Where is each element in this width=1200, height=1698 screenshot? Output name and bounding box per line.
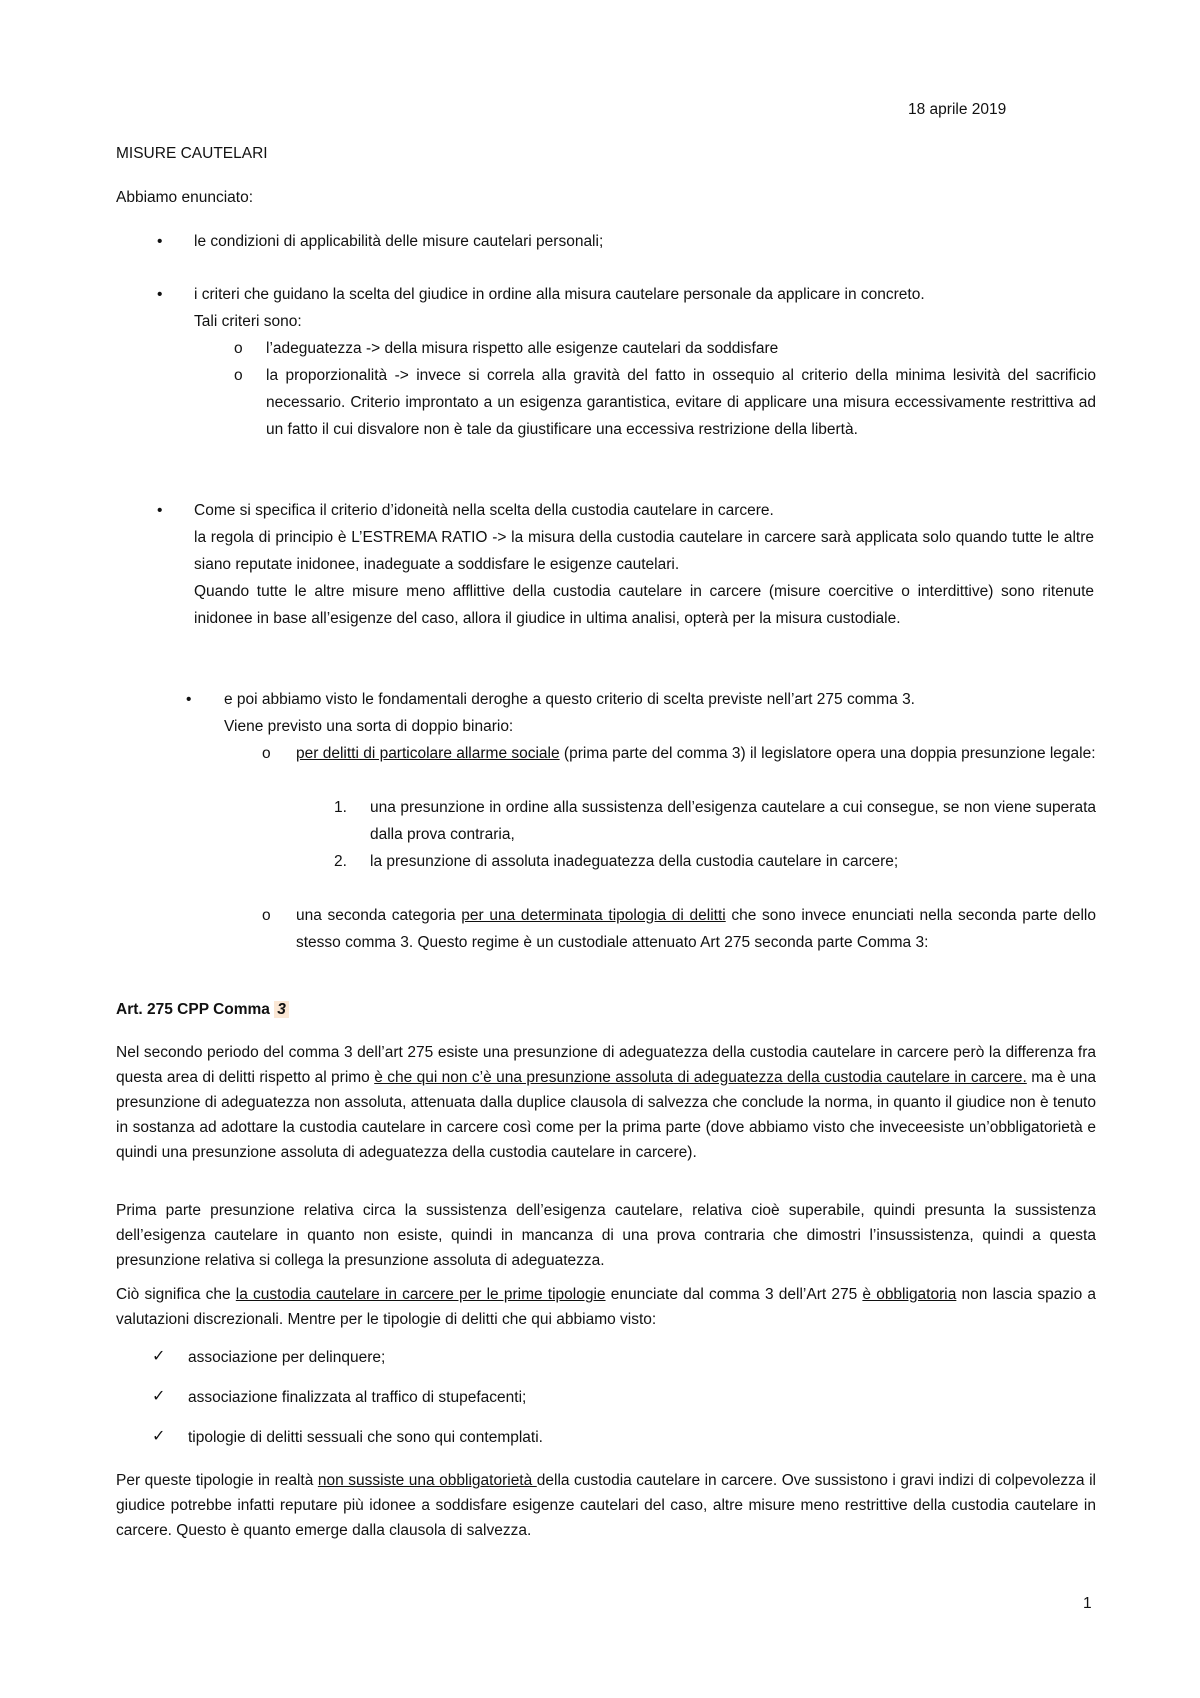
intro-text: Abbiamo enunciato: [116,189,254,206]
underlined-text: è che qui non c’è una presunzione assoluta di adeguatezza della custodia cautelare in carcere. [374,1069,1027,1086]
underlined-text: per una determinata tipologia di delitti [461,907,726,924]
checklist-item: associazione finalizzata al traffico di stupefacenti; [188,1389,527,1406]
bullet-marker: • [157,286,163,303]
paragraph: Nel secondo periodo del comma 3 dell’art 275 esiste una presunzione di adeguatezza della custodia cautelare in carcere però la differenza fra questa area di delitti rispetto al primo è che qui non c’è una presunzione assoluta di adeguatezza della custodia cautelare in carcere. ma è una presunzione di adeguatezza non assoluta, attenuata dalla duplice clausola di salvezza che conclude la norma, in quanto il giudice non è tenuto in sostanza ad adottare la custodia cautelare in carcere così come per la prima parte (dove abbiamo visto che inveceesiste un’obbligatorietà e quindi una presunzione assoluta di adeguatezza della custodia cautelare in carcere). [116,1044,1096,1161]
paragraph: Prima parte presunzione relativa circa la sussistenza dell’esigenza cautelare, relativa cioè superabile, quindi presunta la sussistenza dell’esigenza cautelare in quanto non esiste, quindi in mancanza di una prova contraria che dimostri l’insussistenza, quindi a questa presunzione relativa si collega la presunzione assoluta di adeguatezza. [116,1202,1096,1269]
document-date: 18 aprile 2019 [908,101,1007,118]
paragraph: Per queste tipologie in realtà non sussiste una obbligatorietà della custodia cautelare in carcere. Ove sussistono i gravi indizi di colpevolezza il giudice potrebbe infatti reputare più idonee a soddisfare esigenze cautelari del caso, altre misure meno restrittive della custodia cautelare in carcere. Questo è quanto emerge dalla clausola di salvezza. [116,1472,1096,1539]
sub-bullet-item: l’adeguatezza -> della misura rispetto alle esigenze cautelari da soddisfare [266,340,779,357]
page-number: 1 [1083,1595,1092,1612]
bullet-item: Come si specifica il criterio d’idoneità nella scelta della custodia cautelare in carcere. [194,502,774,519]
checklist-item: tipologie di delitti sessuali che sono qui contemplati. [188,1429,543,1446]
bullet-item-continuation: Tali criteri sono: [194,313,302,330]
sub-bullet-item: la proporzionalità -> invece si correla alla gravità del fatto in ossequio al criterio della minima lesività del sacrificio necessario. Criterio improntato a un esigenza garantistica, evitare di applicare una misura eccessivamente restrittiva ad un fatto il cui disvalore non è tale da giustificare una eccessiva restrizione della libertà. [266,367,1096,438]
check-icon: ✓ [152,1428,166,1445]
check-icon: ✓ [152,1388,166,1405]
bullet-marker: • [157,502,163,519]
checklist-item: associazione per delinquere; [188,1349,386,1366]
numbered-marker: 2. [334,853,347,870]
bullet-item: e poi abbiamo visto le fondamentali deroghe a questo criterio di scelta previste nell’art 275 comma 3. [224,691,915,708]
bullet-item: i criteri che guidano la scelta del giudice in ordine alla misura cautelare personale da applicare in concreto. [194,286,925,303]
bullet-marker: • [157,233,163,250]
underlined-text: la custodia cautelare in carcere per le prime tipologie [235,1286,606,1303]
sub-bullet-marker: o [234,340,243,357]
check-icon: ✓ [152,1348,166,1365]
sub-bullet-marker: o [262,745,271,762]
section-heading: Art. 275 CPP Comma 3 [116,996,289,1023]
bullet-item-continuation: Viene previsto una sorta di doppio binario: [224,718,514,735]
numbered-item: una presunzione in ordine alla sussistenza dell’esigenza cautelare a cui consegue, se non viene superata dalla prova contraria, [370,799,1096,843]
sub-bullet-item: una seconda categoria per una determinata tipologia di delitti che sono invece enunciati nella seconda parte dello stesso comma 3. Questo regime è un custodiale attenuato Art 275 seconda parte Comma 3: [296,907,1096,951]
bullet-item-continuation: la regola di principio è L’ESTREMA RATIO -> la misura della custodia cautelare in carcere sarà applicata solo quando tutte le altre siano reputate inidonee, inadeguate a soddisfare le esigenze cautelari. [194,529,1094,573]
sub-bullet-item: per delitti di particolare allarme sociale (prima parte del comma 3) il legislatore opera una doppia presunzione legale: [296,745,1096,762]
underlined-text: per delitti di particolare allarme sociale [296,745,560,762]
numbered-item: la presunzione di assoluta inadeguatezza della custodia cautelare in carcere; [370,853,899,870]
document-title: MISURE CAUTELARI [116,145,268,162]
paragraph: Ciò significa che la custodia cautelare in carcere per le prime tipologie enunciate dal comma 3 dell’Art 275 è obbligatoria non lascia spazio a valutazioni discrezionali. Mentre per le tipologie di delitti che qui abbiamo visto: [116,1286,1096,1328]
underlined-text: è obbligatoria [862,1286,957,1303]
bullet-item: le condizioni di applicabilità delle misure cautelari personali; [194,233,604,250]
bullet-item-continuation: Quando tutte le altre misure meno afflittive della custodia cautelare in carcere (misure coercitive o interdittive) sono ritenute inidonee in base all’esigenze del caso, allora il giudice in ultima analisi, opterà per la misura custodiale. [194,583,1094,627]
underlined-text: non sussiste una obbligatorietà [317,1472,537,1489]
sub-bullet-marker: o [262,907,271,924]
highlighted-text: 3 [274,1001,289,1018]
sub-bullet-marker: o [234,367,243,384]
bullet-marker: • [186,691,192,708]
numbered-marker: 1. [334,799,347,816]
